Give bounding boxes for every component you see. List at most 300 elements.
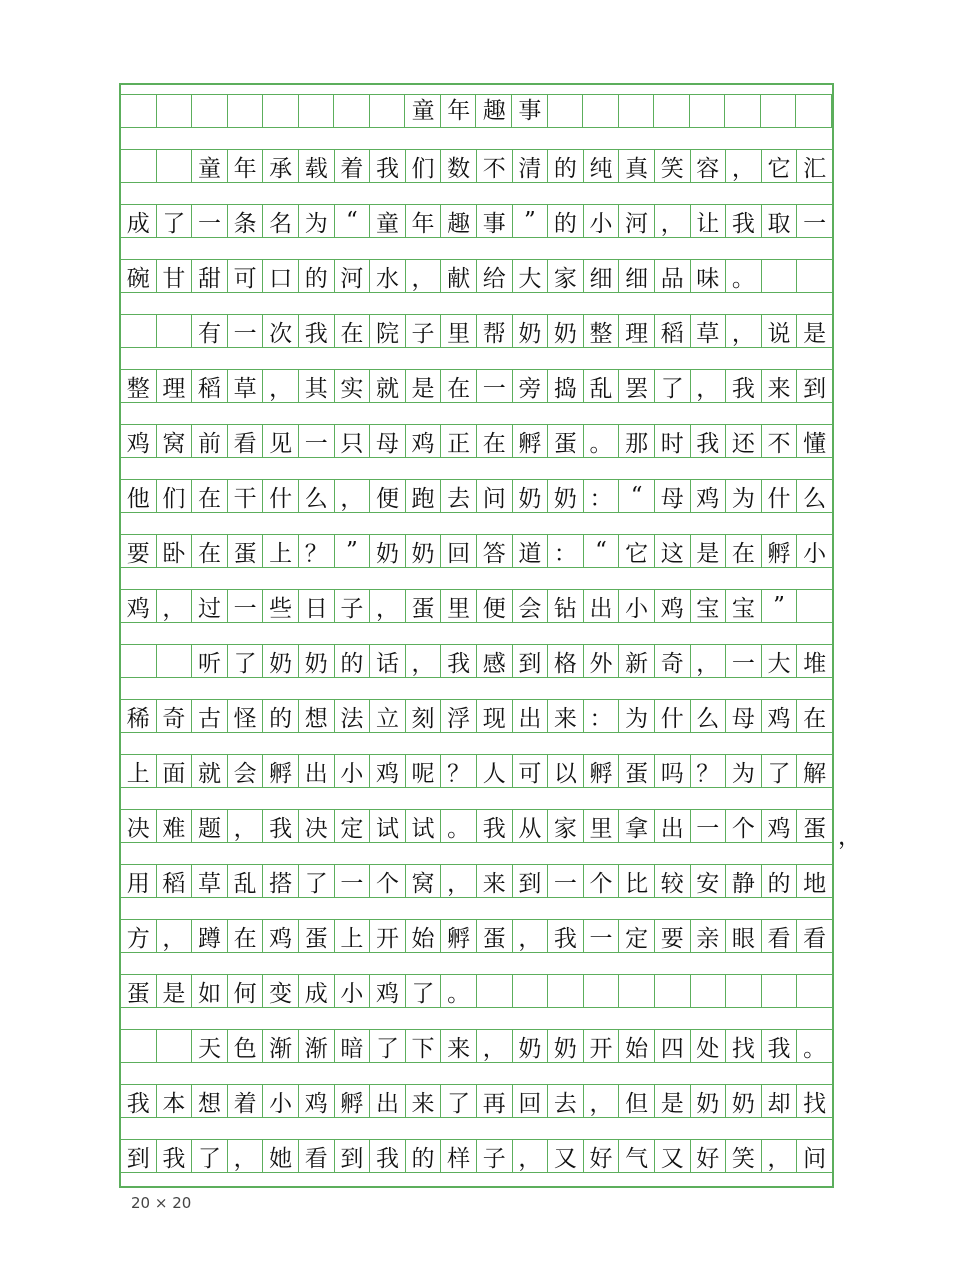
grid-cell: 个: [370, 865, 406, 897]
grid-cell: 到: [335, 1140, 371, 1172]
grid-cell: 一: [803, 210, 827, 237]
grid-cell: 我: [726, 205, 762, 237]
grid-cell: 便: [370, 480, 406, 512]
grid-cell: 鸡: [299, 1085, 335, 1117]
grid-cell: 浮: [441, 700, 477, 732]
grid-cell: 试: [406, 810, 442, 842]
grid-cell: 子: [406, 315, 442, 347]
grid-cell: 到: [513, 645, 549, 677]
grid-cell: 为: [619, 700, 655, 732]
grid-cell: 堆: [803, 650, 827, 677]
grid-cell: 去: [548, 1085, 584, 1117]
grid-cell: 的: [335, 645, 371, 677]
grid-cell: 年: [228, 150, 264, 182]
grid-cell: 其: [299, 370, 335, 402]
grid-cell: 从: [513, 810, 549, 842]
grid-cell: 么: [691, 700, 727, 732]
grid-cell: [797, 590, 832, 622]
grid-cell: 鸡: [762, 700, 798, 732]
grid-cell: 罢: [619, 370, 655, 402]
grid-cell: 还: [726, 425, 762, 457]
grid-cell: 蛋: [228, 535, 264, 567]
grid-cell: 河: [335, 260, 371, 292]
grid-cell: 答: [477, 535, 513, 567]
grid-row: [121, 919, 832, 953]
grid-cell: 细: [584, 260, 620, 292]
grid-cell: 在: [192, 480, 228, 512]
grid-cell: 一: [726, 645, 762, 677]
grid-cell: 小: [335, 755, 371, 787]
grid-cell: 见: [263, 425, 299, 457]
grid-row: [121, 644, 832, 678]
grid-cell: 题: [192, 810, 228, 842]
grid-row: [121, 1139, 832, 1173]
grid-cell: [655, 975, 691, 1007]
grid-cell: 外: [584, 645, 620, 677]
grid-cell: [691, 975, 727, 1007]
grid-cell: 甜: [192, 260, 228, 292]
grid-cell: 怪: [228, 700, 264, 732]
grid-cell: 什: [655, 700, 691, 732]
grid-cell: 名: [263, 205, 299, 237]
grid-cell: 听: [192, 645, 228, 677]
grid-cell: 鸡: [370, 755, 406, 787]
grid-cell: 了: [192, 1140, 228, 1172]
grid-cell: 是: [655, 1085, 691, 1117]
grid-cell: 奶: [691, 1085, 727, 1117]
grid-cell: 蛋: [121, 975, 157, 1007]
grid-cell: 窝: [157, 425, 193, 457]
grid-cell: 又: [548, 1140, 584, 1172]
grid-cell: 前: [192, 425, 228, 457]
grid-cell: 奶: [370, 535, 406, 567]
grid-cell: 在: [228, 920, 264, 952]
grid-cell: 出: [299, 755, 335, 787]
grid-cell: 们: [406, 150, 442, 182]
grid-cell: 乱: [228, 865, 264, 897]
grid-cell: 以: [548, 755, 584, 787]
grid-cell: 我: [121, 1085, 157, 1117]
grid-cell: ，: [441, 865, 477, 897]
grid-cell: [121, 1030, 157, 1062]
grid-cell: 在: [441, 370, 477, 402]
grid-cell: [762, 260, 798, 292]
grid-cell: 什: [762, 480, 798, 512]
grid-row: [121, 259, 832, 293]
grid-cell: 宝: [726, 590, 762, 622]
grid-cell: 道: [513, 535, 549, 567]
grid-cell: 时: [655, 425, 691, 457]
grid-cell: 草: [228, 370, 264, 402]
grid-cell: 鸡: [121, 590, 157, 622]
grid-cell: 不: [762, 425, 798, 457]
grid-cell: 窝: [406, 865, 442, 897]
grid-cell: 们: [157, 480, 193, 512]
grid-cell: 跑: [406, 480, 442, 512]
grid-cell: 鸡: [370, 975, 406, 1007]
grid-cell: 上: [263, 535, 299, 567]
grid-cell: 甘: [157, 260, 193, 292]
grid-cell: 要: [121, 535, 157, 567]
grid-cell: 孵: [441, 920, 477, 952]
grid-cell: 细: [619, 260, 655, 292]
grid-cell: 院: [370, 315, 406, 347]
grid-cell: 让: [691, 205, 727, 237]
grid-cell: 决: [121, 810, 157, 842]
grid-cell: 一: [691, 810, 727, 842]
grid-cell: 古: [192, 700, 228, 732]
grid-cell: 帮: [477, 315, 513, 347]
grid-cell: 着: [335, 150, 371, 182]
grid-cell: 为: [726, 480, 762, 512]
grid-cell: 。: [441, 975, 477, 1007]
grid-cell: 孵: [584, 755, 620, 787]
grid-cell: 立: [370, 700, 406, 732]
grid-cell: 稻: [655, 315, 691, 347]
grid-cell: 色: [228, 1030, 264, 1062]
grid-cell: 容: [691, 150, 727, 182]
grid-cell: 奶: [513, 480, 549, 512]
grid-cell: ，: [655, 205, 691, 237]
grid-cell: 孵: [762, 535, 798, 567]
grid-cell: 碗: [121, 260, 157, 292]
grid-cell: 着: [228, 1085, 264, 1117]
grid-cell: 一: [228, 315, 264, 347]
grid-cell: 就: [370, 370, 406, 402]
grid-cell: ，: [691, 370, 727, 402]
title-row: [121, 94, 832, 128]
grid-cell: 却: [762, 1085, 798, 1117]
grid-cell: 鸡: [762, 810, 798, 842]
grid-cell: 懂: [803, 430, 827, 457]
grid-row: [121, 1029, 832, 1063]
grid-cell: 次: [263, 315, 299, 347]
grid-cell: 静: [726, 865, 762, 897]
grid-cell: 奶: [406, 535, 442, 567]
grid-cell: 本: [157, 1085, 193, 1117]
grid-cell: 我: [157, 1140, 193, 1172]
grid-cell: ，: [584, 1085, 620, 1117]
grid-cell: 是: [406, 370, 442, 402]
grid-cell: 来: [762, 370, 798, 402]
grid-cell: “: [584, 535, 620, 567]
grid-cell: 找: [803, 1090, 827, 1117]
grid-cell: 回: [513, 1085, 549, 1117]
grid-cell: 奶: [513, 1030, 549, 1062]
grid-cell: 河: [619, 205, 655, 237]
grid-cell: 我: [299, 315, 335, 347]
grid-cell: 解: [803, 760, 827, 787]
grid-cell: 样: [441, 1140, 477, 1172]
grid-cell: 呢: [406, 755, 442, 787]
grid-cell: 出: [584, 590, 620, 622]
grid-cell: ，: [691, 645, 727, 677]
grid-cell: 一: [192, 205, 228, 237]
grid-cell: 一: [584, 920, 620, 952]
grid-cell: 会: [228, 755, 264, 787]
grid-cell: 话: [370, 645, 406, 677]
grid-cell: 鸡: [406, 425, 442, 457]
grid-cell: 我: [762, 1030, 798, 1062]
grid-row: [121, 204, 832, 238]
grid-cell: [121, 645, 157, 677]
grid-cell: [157, 150, 193, 182]
grid-cell: 。: [803, 1035, 827, 1062]
grid-cell: 趣: [441, 205, 477, 237]
grid-cell: 成: [121, 205, 157, 237]
grid-cell: 我: [477, 810, 513, 842]
grid-cell: 渐: [299, 1030, 335, 1062]
grid-cell: 家: [548, 810, 584, 842]
grid-cell: 。: [726, 260, 762, 292]
grid-cell: 始: [619, 1030, 655, 1062]
grid-cell: 想: [299, 700, 335, 732]
grid-cell: 拿: [619, 810, 655, 842]
grid-cell: 稻: [157, 865, 193, 897]
grid-cell: 乱: [584, 370, 620, 402]
grid-cell: 奶: [299, 645, 335, 677]
grid-cell: 开: [584, 1030, 620, 1062]
grid-cell: 格: [548, 645, 584, 677]
grid-cell: 稻: [192, 370, 228, 402]
grid-cell: 些: [263, 590, 299, 622]
grid-cell: 那: [619, 425, 655, 457]
grid-cell: “: [335, 205, 371, 237]
grid-cell: 了: [157, 205, 193, 237]
grid-cell: 蛋: [299, 920, 335, 952]
grid-cell: ，: [762, 1140, 798, 1172]
grid-cell: ，: [726, 150, 762, 182]
grid-cell: 鸡: [263, 920, 299, 952]
grid-row: [121, 589, 832, 623]
grid-cell: 旁: [513, 370, 549, 402]
grid-cell: 家: [548, 260, 584, 292]
grid-row: [121, 1084, 832, 1118]
grid-cell: 卧: [157, 535, 193, 567]
grid-cell: ：: [584, 700, 620, 732]
grid-cell: ？: [691, 755, 727, 787]
grid-cell: 里: [441, 590, 477, 622]
grid-cell: 蛋: [548, 425, 584, 457]
grid-cell: 比: [619, 865, 655, 897]
grid-cell: 这: [655, 535, 691, 567]
grid-cell: 奶: [548, 480, 584, 512]
grid-cell: ，: [513, 1140, 549, 1172]
grid-cell: ，: [370, 590, 406, 622]
grid-cell: 献: [441, 260, 477, 292]
grid-row: [121, 314, 832, 348]
grid-cell: 看: [803, 925, 827, 952]
grid-cell: 年: [406, 205, 442, 237]
grid-cell: 只: [335, 425, 371, 457]
grid-cell: 。: [441, 810, 477, 842]
grid-cell: 母: [655, 480, 691, 512]
grid-cell: 又: [655, 1140, 691, 1172]
grid-cell: ，: [335, 480, 371, 512]
grid-cell: 整: [121, 370, 157, 402]
grid-cell: 味: [691, 260, 727, 292]
grid-cell: 出: [370, 1085, 406, 1117]
grid-cell: 鸡: [691, 480, 727, 512]
grid-cell: 问: [477, 480, 513, 512]
grid-cell: 取: [762, 205, 798, 237]
grid-cell: [584, 975, 620, 1007]
grid-cell: 试: [370, 810, 406, 842]
grid-cell: 难: [157, 810, 193, 842]
grid-cell: 奇: [157, 700, 193, 732]
grid-cell: 理: [619, 315, 655, 347]
grid-cell: 回: [441, 535, 477, 567]
grid-row: [121, 864, 832, 898]
grid-cell: 整: [584, 315, 620, 347]
grid-cell: [619, 975, 655, 1007]
grid-cell: 渐: [263, 1030, 299, 1062]
grid-cell: 小: [263, 1085, 299, 1117]
grid-cell: 小: [335, 975, 371, 1007]
grid-cell: 水: [370, 260, 406, 292]
grid-cell: 孵: [513, 425, 549, 457]
grid-row: [121, 534, 832, 568]
grid-cell: 孵: [335, 1085, 371, 1117]
grid-cell: 我: [370, 150, 406, 182]
grid-cell: 出: [513, 700, 549, 732]
grid-cell: 个: [584, 865, 620, 897]
grid-cell: 上: [121, 755, 157, 787]
grid-cell: ，: [157, 920, 193, 952]
grid-cell: 的: [406, 1140, 442, 1172]
grid-cell: 是: [803, 320, 827, 347]
grid-cell: 眼: [726, 920, 762, 952]
grid-cell: 可: [513, 755, 549, 787]
grid-cell: 决: [299, 810, 335, 842]
grid-row: [121, 424, 832, 458]
grid-cell: 汇: [803, 155, 827, 182]
grid-cell: 好: [584, 1140, 620, 1172]
grid-cell: 在: [803, 705, 827, 732]
grid-cell: 法: [335, 700, 371, 732]
grid-cell: 何: [228, 975, 264, 1007]
grid-cell: 蛋: [803, 815, 827, 842]
grid-cell: 看: [762, 920, 798, 952]
grid-row: [121, 974, 832, 1008]
grid-cell: 的: [762, 865, 798, 897]
grid-cell: 奶: [548, 315, 584, 347]
grid-cell: 在: [192, 535, 228, 567]
grid-cell: 母: [726, 700, 762, 732]
grid-cell: 他: [121, 480, 157, 512]
grid-cell: ，: [477, 1030, 513, 1062]
grid-cell: ”: [513, 205, 549, 237]
grid-cell: 条: [228, 205, 264, 237]
grid-cell: 蛋: [477, 920, 513, 952]
grid-cell: 。: [584, 425, 620, 457]
grid-cell: ”: [762, 590, 798, 622]
grid-cell: 我: [263, 810, 299, 842]
grid-cell: [121, 315, 157, 347]
grid-cell: 处: [691, 1030, 727, 1062]
grid-cell: 人: [477, 755, 513, 787]
grid-cell: 了: [299, 865, 335, 897]
grid-cell: 大: [513, 260, 549, 292]
grid-cell: 就: [192, 755, 228, 787]
grid-cell: 稀: [121, 700, 157, 732]
grid-cell: 口: [263, 260, 299, 292]
grid-cell: 母: [370, 425, 406, 457]
grid-cell: 它: [619, 535, 655, 567]
grid-cell: 纯: [584, 150, 620, 182]
grid-cell: 可: [228, 260, 264, 292]
grid-row: [121, 699, 832, 733]
grid-cell: 天: [192, 1030, 228, 1062]
grid-cell: 了: [370, 1030, 406, 1062]
grid-cell: 么: [803, 485, 827, 512]
grid-cell: [157, 645, 193, 677]
grid-cell: 来: [548, 700, 584, 732]
grid-cell: 新: [619, 645, 655, 677]
grid-cell: 一: [335, 865, 371, 897]
grid-cell: 便: [477, 590, 513, 622]
grid-cell: 一: [228, 590, 264, 622]
grid-cell: ？: [299, 535, 335, 567]
grid-cell: 成: [299, 975, 335, 1007]
grid-cell: 童: [192, 150, 228, 182]
grid-cell: 草: [192, 865, 228, 897]
grid-cell: 童: [370, 205, 406, 237]
grid-cell: 出: [655, 810, 691, 842]
grid-cell: 的: [299, 260, 335, 292]
grid-cell: 蛋: [619, 755, 655, 787]
grid-cell: 想: [192, 1085, 228, 1117]
grid-cell: 来: [477, 865, 513, 897]
grid-cell: 始: [406, 920, 442, 952]
grid-cell: 奶: [263, 645, 299, 677]
essay-title: 童年趣事: [411, 98, 554, 124]
grid-cell: 气: [619, 1140, 655, 1172]
grid-cell: 笑: [726, 1140, 762, 1172]
grid-row: [121, 369, 832, 403]
grid-cell: 里: [441, 315, 477, 347]
grid-cell: ：: [548, 535, 584, 567]
grid-cell: 用: [121, 865, 157, 897]
grid-cell: 到: [803, 375, 827, 402]
grid-cell: 在: [335, 315, 371, 347]
grid-cell: 定: [619, 920, 655, 952]
grid-cell: 奶: [548, 1030, 584, 1062]
grid-cell: 问: [803, 1145, 827, 1172]
grid-cell: 在: [477, 425, 513, 457]
grid-cell: 的: [548, 150, 584, 182]
grid-cell: 再: [477, 1085, 513, 1117]
grid-cell: ，: [726, 315, 762, 347]
grid-row: [121, 479, 832, 513]
grid-cell: 下: [406, 1030, 442, 1062]
grid-cell: ，: [228, 810, 264, 842]
grid-cell: 理: [157, 370, 193, 402]
grid-cell: 了: [762, 755, 798, 787]
grid-cell: 奶: [513, 315, 549, 347]
composition-grid-paper: [119, 83, 834, 1188]
grid-cell: 但: [619, 1085, 655, 1117]
grid-cell: 要: [655, 920, 691, 952]
grid-cell: 给: [477, 260, 513, 292]
grid-cell: 为: [726, 755, 762, 787]
grid-cell: 载: [299, 150, 335, 182]
grid-cell: 钻: [548, 590, 584, 622]
grid-cell: 说: [762, 315, 798, 347]
grid-cell: 大: [762, 645, 798, 677]
grid-cell: 小: [619, 590, 655, 622]
grid-cell: 鸡: [655, 590, 691, 622]
